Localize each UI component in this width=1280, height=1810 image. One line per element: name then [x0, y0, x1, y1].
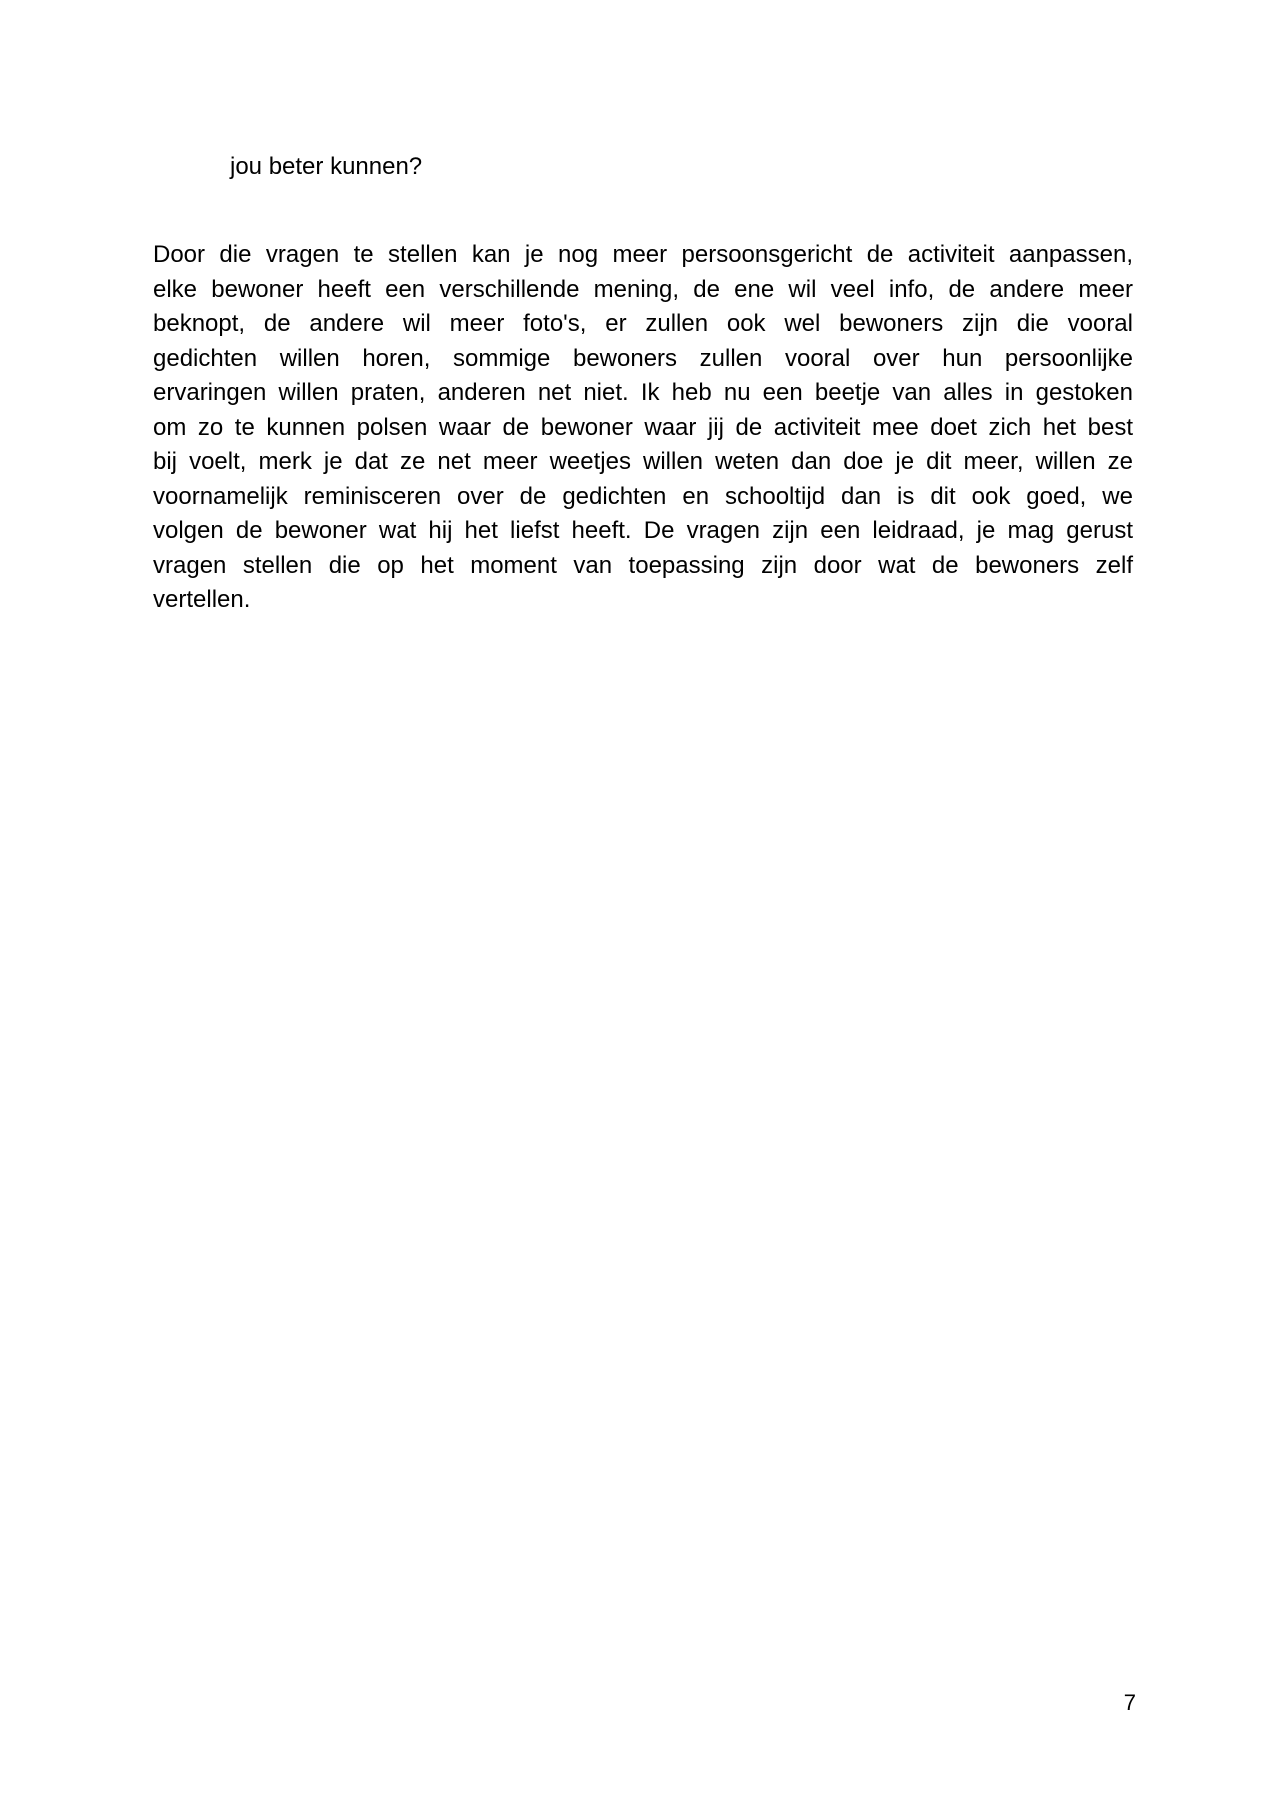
paragraph-line: bij voelt, merk je dat ze net meer weetjes willen weten dan doe je dit meer, willen ze: [153, 448, 1133, 475]
paragraph-line: gedichten willen horen, sommige bewoners zullen vooral over hun persoonlijke: [153, 344, 1133, 372]
paragraph-line: elke bewoner heeft een verschillende mening, de ene wil veel info, de andere meer: [153, 275, 1133, 303]
paragraph-line: beknopt, de andere wil meer foto's, er zullen ook wel bewoners zijn die vooral: [153, 310, 1133, 337]
page-number: 7: [1123, 1690, 1136, 1715]
body-paragraph: [153, 238, 1133, 618]
paragraph-line: volgen de bewoner wat hij het liefst heeft. De vragen zijn een leidraad, je mag gerust: [153, 517, 1133, 544]
continued-question-text: jou beter kunnen?: [230, 153, 423, 180]
paragraph-line: voornamelijk reminisceren over de gedichten en schooltijd dan is dit ook goed, we: [153, 482, 1133, 510]
paragraph-line: ervaringen willen praten, anderen net niet. Ik heb nu een beetje van alles in gestoken: [153, 379, 1133, 406]
paragraph-line: Door die vragen te stellen kan je nog meer persoonsgericht de activiteit aanpassen,: [153, 241, 1133, 268]
paragraph-line: vertellen.: [153, 586, 251, 613]
paragraph-line: vragen stellen die op het moment van toepassing zijn door wat de bewoners zelf: [153, 551, 1133, 579]
paragraph-line: om zo te kunnen polsen waar de bewoner waar jij de activiteit mee doet zich het best: [153, 413, 1133, 441]
